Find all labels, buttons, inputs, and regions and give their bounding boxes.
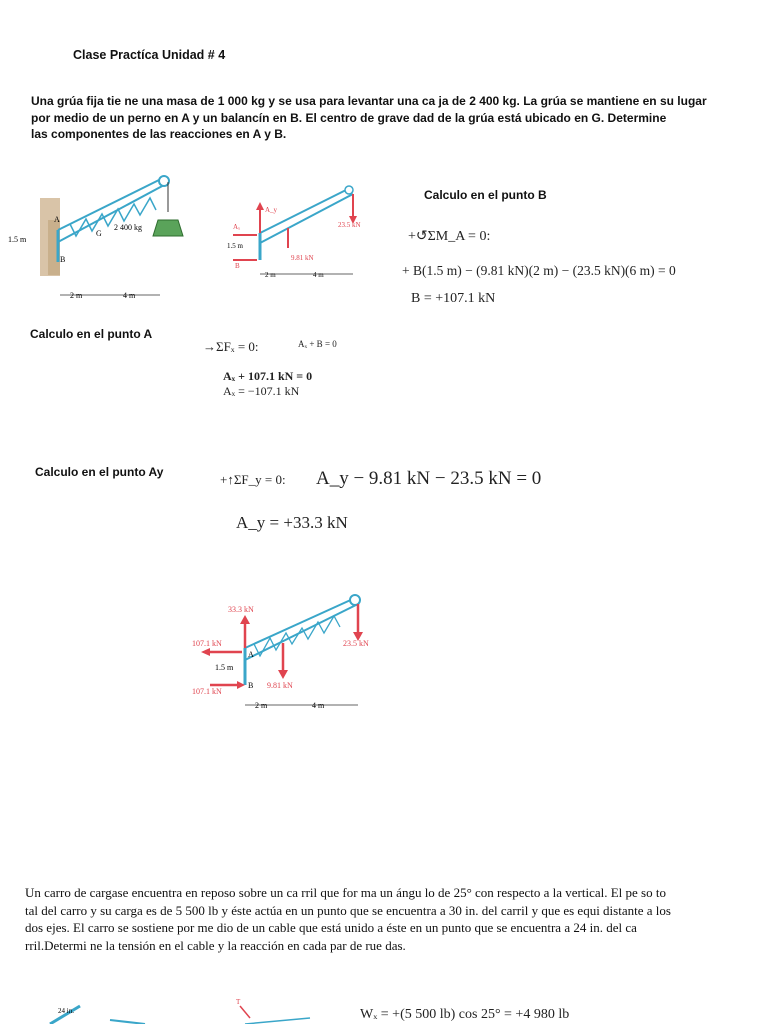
dim-4: 4 m (312, 701, 325, 710)
dim-2: 2 m (70, 291, 83, 300)
fbd-boom-bottom (260, 194, 353, 243)
eq-a-1: →ΣFₓ = 0: (203, 339, 259, 354)
load-label: 23.5 kN (343, 639, 369, 648)
problem-1-statement (31, 93, 731, 143)
dim-h: 1.5 m (8, 235, 27, 244)
t-label: T (236, 998, 241, 1006)
page-title: Clase Practíca Unidad # 4 (73, 48, 226, 62)
pulley-icon (350, 595, 360, 605)
problem-1-line: las componentes de las reacciones en A y B. (31, 127, 287, 141)
dim-2: 2 m (255, 701, 268, 710)
label-b: B (60, 255, 66, 264)
pulley-icon (345, 186, 353, 194)
problem-2-line: dos ejes. El carro se sostiene por me dio de un cable que está unido a éste en un punto que se encuentra a 24 in. del ca (25, 920, 637, 936)
box-icon (153, 220, 183, 236)
ay-value: 33.3 kN (228, 605, 254, 614)
section-a-heading: Calculo en el punto A (30, 327, 153, 341)
problem-2-line: tal del carro y su carga es de 5 500 lb y éste actúa en un punto que se encuentra a 30 in. del carril y que es equi distante a los (25, 902, 671, 918)
t-arrow (240, 1006, 250, 1018)
dim-4: 4 m (123, 291, 136, 300)
eq-b-3: B = +107.1 kN (411, 291, 496, 306)
eq-ay-2: A_y − 9.81 kN − 23.5 kN = 0 (316, 468, 542, 489)
fbd-result-figure (190, 588, 390, 718)
eq-wx: Wₓ = +(5 500 lb) cos 25° = +4 980 lb (360, 1007, 570, 1022)
load-label: 23.5 kN (338, 221, 361, 229)
eq-a-2: Aₓ + 107.1 kN = 0 (223, 369, 313, 383)
fbd-figure (225, 178, 380, 283)
cart-part (110, 1020, 145, 1024)
problem-2-line: Un carro de cargase encuentra en reposo sobre un ca rril que for ma un ángu lo de 25° con respecto a la vertical. El pe so to (25, 885, 666, 900)
ax-value: 107.1 kN (192, 639, 222, 648)
arrow-head-icon (240, 615, 250, 624)
weight-label: 9.81 kN (291, 254, 314, 262)
eq-ay-1: +↑ΣF_y = 0: (220, 472, 286, 487)
arrow-head-icon (278, 670, 288, 679)
eq-a-3: Aₓ = −107.1 kN (223, 384, 300, 398)
b-label: B (235, 262, 240, 270)
section-ay-heading: Calculo en el punto Ay (35, 465, 164, 479)
problem-1-line: Una grúa fija tie ne una masa de 1 000 kg y se usa para levantar una ca ja de 2 400 kg. La grúa se mantiene en su lugar (31, 94, 707, 108)
label-b: B (248, 681, 254, 690)
eq-b-1: +↺ΣM_A = 0: (408, 229, 491, 244)
problem-2-statement (25, 884, 749, 954)
weight-value: 9.81 kN (267, 681, 293, 690)
box-label: 2 400 kg (114, 223, 142, 232)
fig-label: 24 in. (58, 1007, 74, 1015)
arrow-head-icon (256, 202, 264, 210)
b-value: 107.1 kN (192, 687, 222, 696)
label-a: A (54, 215, 60, 224)
problem-2-line: rril.Determi ne la tensión en el cable y la reacción en cada par de rue das. (25, 937, 406, 953)
ax-label: Aₓ (233, 223, 241, 231)
problem-1-line: por medio de un perno en A y un balancín en B. El centro de grave dad de la grúa está ubicado en G. Determine (31, 110, 667, 125)
arrow-head-icon (201, 648, 210, 656)
cart-fbd-figure (230, 996, 320, 1024)
crane-figure (8, 170, 193, 305)
label-a: A (248, 650, 254, 659)
section-b-heading: Calculo en el punto B (424, 188, 547, 202)
label-g: G (96, 229, 102, 238)
dim-2: 2 m (265, 271, 276, 279)
dim-h: 1.5 m (215, 663, 234, 672)
cart-body (245, 1018, 310, 1024)
ay-label: A_y (265, 206, 278, 214)
eq-ay-3: A_y = +33.3 kN (236, 513, 348, 532)
dim-4: 4 m (313, 271, 324, 279)
dim-h: 1.5 m (227, 242, 243, 250)
eq-a-1b: Aₓ + B = 0 (298, 339, 337, 349)
cart-figure (40, 1000, 150, 1024)
eq-b-2: + B(1.5 m) − (9.81 kN)(2 m) − (23.5 kN)(6 m) = 0 (402, 263, 676, 278)
